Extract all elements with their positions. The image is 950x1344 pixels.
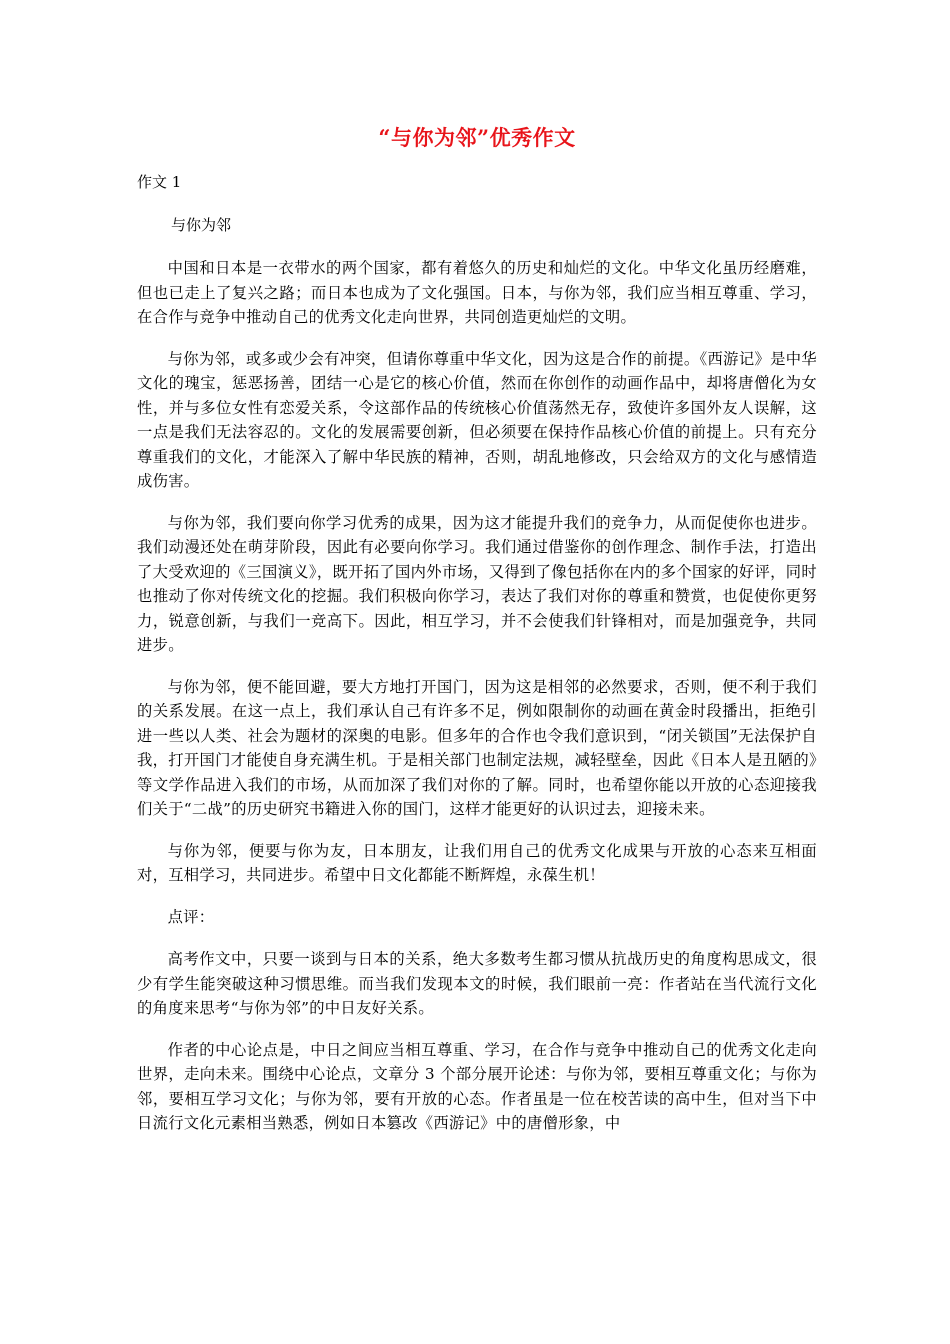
paragraph: 与你为邻，我们要向你学习优秀的成果，因为这才能提升我们的竞争力，从而促使你也进步。我们动漫还处在萌芽阶段，因此有必要向你学习。我们通过借鉴你的创作理念、制作手法，打造出了大受欢迎的《三国演义》，既开拓了国内外市场，又得到了像包括你在内的多个国家的好评，同时也推动了你对传统文化的挖掘。我们积极向你学习，表达了我们对你的尊重和赞赏，也促使你更努力，锐意创新，与我们一竞高下。因此，相互学习，并不会使我们针锋相对，而是加强竞争，共同进步。 <box>137 513 817 654</box>
paragraph: 与你为邻，便不能回避，要大方地打开国门，因为这是相邻的必然要求，否则，便不利于我们的关系发展。在这一点上，我们承认自己有许多不足，例如限制你的动画在黄金时段播出，拒绝引进一些以人类、社会为题材的深奥的电影。但多年的合作也令我们意识到，“闭关锁国”无法保护自我，打开国门才能使自身充满生机。于是相关部门也制定法规，减轻壁垒，因此《日本人是丑陋的》等文学作品进入我们的市场，从而加深了我们对你的了解。同时，也希望你能以开放的心态迎接我们关于“二战”的历史研究书籍进入你的国门，这样才能更好的认识过去，迎接未来。 <box>137 677 817 818</box>
document-title: “与你为邻”优秀作文 <box>378 125 576 150</box>
section-label: 作文 1 <box>137 173 182 191</box>
essay-title: 与你为邻 <box>171 216 232 234</box>
paragraph: 与你为邻，或多或少会有冲突，但请你尊重中华文化，因为这是合作的前提。《西游记》是中华文化的瑰宝，惩恶扬善，团结一心是它的核心价值，然而在你创作的动画作品中，却将唐僧化为女性，并与多位女性有恋爱关系，令这部作品的传统核心价值荡然无存，致使许多国外友人误解，这一点是我们无法容忍的。文化的发展需要创新，但必须要在保持作品核心价值的前提上。只有充分尊重我们的文化，才能深入了解中华民族的精神，否则，胡乱地修改，只会给双方的文化与感情造成伤害。 <box>137 349 817 490</box>
paragraph: 中国和日本是一衣带水的两个国家，都有着悠久的历史和灿烂的文化。中华文化虽历经磨难，但也已走上了复兴之路；而日本也成为了文化强国。日本，与你为邻，我们应当相互尊重、学习，在合作与竞争中推动自己的优秀文化走向世界，共同创造更灿烂的文明。 <box>137 259 817 326</box>
comment-paragraph: 高考作文中，只要一谈到与日本的关系，绝大多数考生都习惯从抗战历史的角度构思成文，很少有学生能突破这种习惯思维。而当我们发现本文的时候，我们眼前一亮：作者站在当代流行文化的角度来思考“与你为邻”的中日友好关系。 <box>137 950 817 1017</box>
essay-body <box>137 256 817 1153</box>
paragraph: 与你为邻，便要与你为友，日本朋友，让我们用自己的优秀文化成果与开放的心态来互相面对，互相学习，共同进步。希望中日文化都能不断辉煌，永葆生机！ <box>137 841 817 884</box>
comment-paragraph: 作者的中心论点是，中日之间应当相互尊重、学习，在合作与竞争中推动自己的优秀文化走向世界，走向未来。围绕中心论点，文章分 3 个部分展开论述：与你为邻，要相互尊重文化；与你为邻，要相互学习文化；与你为邻，要有开放的心态。作者虽是一位在校苦读的高中生，但对当下中日流行文化元素相当熟悉，例如日本篡改《西游记》中的唐僧形象，中 <box>137 1040 817 1132</box>
comment-label: 点评： <box>167 907 215 926</box>
